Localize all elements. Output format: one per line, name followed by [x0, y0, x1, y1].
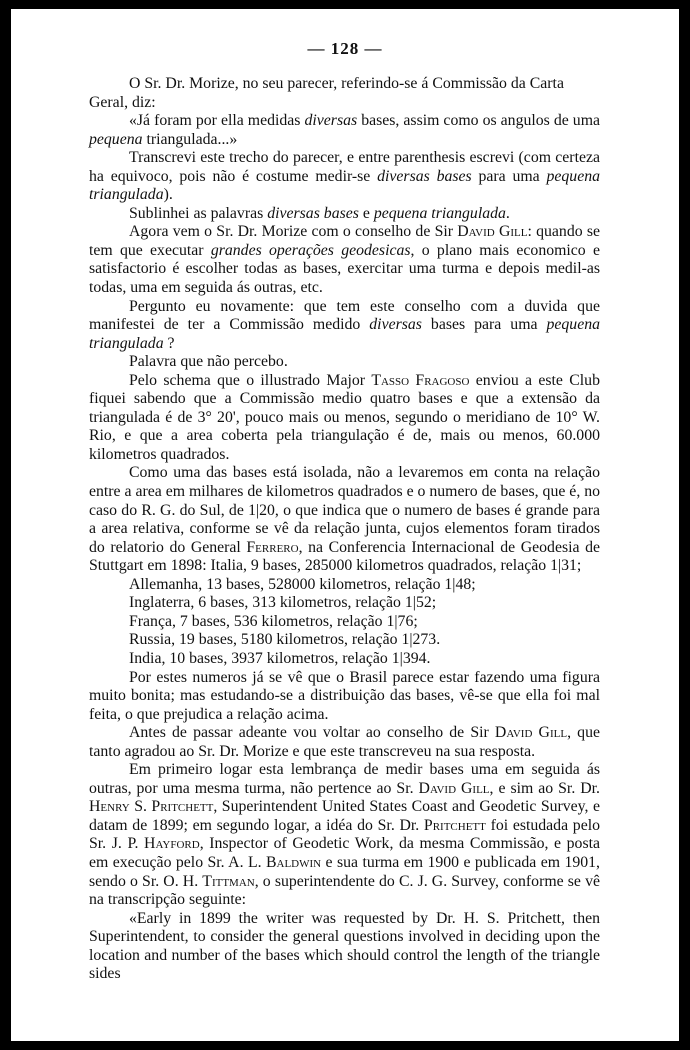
emphasis: pequena triangulada — [373, 204, 506, 222]
paragraph: Pelo schema que o illustrado Major Tasso Fragoso enviou a este Club fiquei sabendo que a Commissão medio quatro bases e que a extensão da triangulada é de 3° 20', pouco mais ou menos, segundo o meridiano de 10° W. Rio, e que a area coberta pela triangulação é de, mais ou menos, 60.000 kilometros quadrados. — [89, 371, 600, 463]
proper-name: David Gill — [457, 223, 528, 241]
list-item: Russia, 19 bases, 5180 kilometros, relação 1|273. — [129, 631, 441, 649]
paragraph: «Já foram por ella medidas diversas bases, assim como os angulos de uma pequena triangulada...» — [89, 112, 600, 148]
emphasis: diversas — [369, 316, 422, 334]
book-page — [11, 9, 679, 1041]
proper-name: Tasso Fragoso — [371, 371, 470, 389]
paragraph: Sublinhei as palavras diversas bases e pequena triangulada. — [129, 204, 510, 222]
paragraph: Pergunto eu novamente: que tem este conselho com a duvida que manifestei de ter a Commissão medido diversas bases para uma pequena triangulada ? — [89, 297, 600, 352]
proper-name: Hayford — [144, 835, 200, 853]
emphasis: pequena triangulada — [89, 167, 600, 204]
emphasis: diversas bases — [377, 167, 472, 185]
list-item: Allemanha, 13 bases, 528000 kilometros, relação 1|48; — [129, 575, 476, 593]
proper-name: Pritchett — [423, 816, 486, 834]
list-item: India, 10 bases, 3937 kilometros, relação 1|394. — [129, 649, 431, 667]
emphasis: grandes operações geodesicas — [210, 241, 411, 259]
paragraph: Agora vem o Sr. Dr. Morize com o conselho de Sir David Gill: quando se tem que executar grandes operações geodesicas, o plano mais economico e satisfactorio é escolher todas as bases, exercitar uma turma e depois medil-as todas, uma em seguida ás outras, etc. — [89, 223, 601, 297]
paragraph: «Early in 1899 the writer was requested by Dr. H. S. Pritchett, then Superintendent, to consider the general questions involved in deciding upon the location and number of the bases which should control the length of the triangle sides — [89, 909, 600, 983]
paragraph: Em primeiro logar esta lembrança de medir bases uma em seguida ás outras, por uma mesma turma, não pertence ao Sr. David Gill, e sim ao Sr. Dr. Henry S. Pritchett, Superintendent United States Coast and Geodetic Survey, e datam de 1899; em segundo logar, a idéa do Sr. Dr. Pritchett foi estudada pelo Sr. J. P. Hayford, Inspector of Geodetic Work, da mesma Commissão, e posta em execução pelo Sr. A. L. Baldwin e sua turma em 1900 e publicada em 1901, sendo o Sr. O. H. Tittman, o superintendente do C. J. G. Survey, conforme se vê na transcripção seguinte: — [89, 761, 601, 909]
paragraph: Palavra que não percebo. — [129, 353, 288, 371]
proper-name: David Gill — [494, 724, 568, 742]
emphasis: pequena — [89, 130, 143, 148]
proper-name: David Gill — [418, 779, 490, 797]
emphasis: pequena triangulada — [89, 316, 600, 352]
proper-name: Tittman — [202, 872, 255, 890]
emphasis: diversas — [304, 112, 358, 130]
paragraph: Transcrevi este trecho do parecer, e entre parenthesis escrevi (com certeza ha equivoco, pois não é costume medir-se diversas bases para uma pequena triangulada). — [89, 149, 600, 204]
paragraph: Como uma das bases está isolada, não a levaremos em conta na relação entre a area em milhares de kilometros quadrados e o numero de bases, que é, no caso do R. G. do Sul, de 1|20, o que indica que o numero de bases é grande para a area relativa, conforme se vê da relação junta, cujos elementos foram tirados do relatorio do General Ferrero, na Conferencia Internacional de Geodesia de Stuttgart em 1898: Italia, 9 bases, 285000 kilometros quadrados, relação 1|31; — [89, 464, 601, 575]
proper-name: Baldwin — [265, 853, 322, 871]
paragraph: Antes de passar adeante vou voltar ao conselho de Sir David Gill, que tanto agradou ao Sr. Dr. Morize e que este transcreveu na sua resposta. — [89, 724, 600, 760]
list-item: Inglaterra, 6 bases, 313 kilometros, relação 1|52; — [129, 594, 437, 612]
proper-name: Henry S. Pritchett — [89, 798, 214, 816]
paragraph: O Sr. Dr. Morize, no seu parecer, referindo-se á Commissão da Carta Geral, diz: — [89, 75, 564, 111]
page-text — [89, 75, 600, 984]
proper-name: Ferrero — [246, 538, 299, 556]
page-number: — 128 — — [307, 39, 383, 58]
paragraph: Por estes numeros já se vê que o Brasil parece estar fazendo uma figura muito bonita; mas estudando-se a distribuição das bases, vê-se que ella foi mal feita, o que prejudica a relação acima. — [89, 668, 600, 723]
emphasis: diversas bases — [267, 204, 359, 222]
list-item: França, 7 bases, 536 kilometros, relação 1|76; — [129, 612, 418, 630]
